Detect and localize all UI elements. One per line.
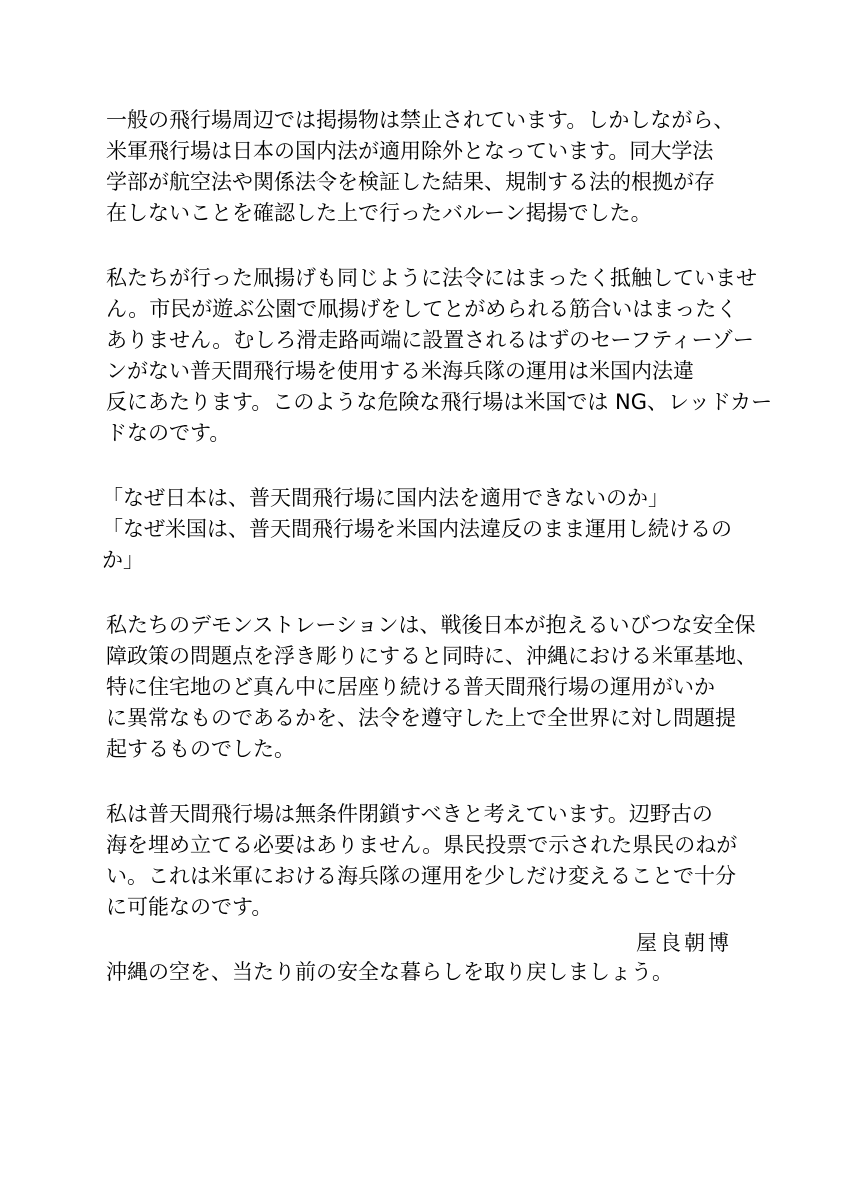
paragraph-questions xyxy=(102,483,746,576)
text-line: 「なぜ米国は、普天間飛行場を米国内法違反のまま運用し続けるの xyxy=(102,517,732,541)
text-line: ん。市民が遊ぶ公園で凧揚げをしてとがめられる筋合いはまったく xyxy=(106,297,738,321)
text-line: 在しないことを確認した上で行ったバルーン掲揚でした。 xyxy=(106,201,652,225)
text-line: に異常なものであるかを、法令を遵守した上で全世界に対し問題提 xyxy=(106,706,736,730)
paragraph-closing xyxy=(106,957,746,988)
text-line: 海を埋め立てる必要はありません。県民投票で示された県民のねが xyxy=(106,833,738,857)
text-line: 米軍飛行場は日本の国内法が適用除外となっています。同大学法 xyxy=(106,139,714,163)
paragraph-balloon xyxy=(106,105,746,229)
text-line: か」 xyxy=(102,548,144,572)
text-line: 私たちのデモンストレーションは、戦後日本が抱えるいびつな安全保 xyxy=(106,613,756,637)
paragraph-closure xyxy=(106,799,746,923)
text-line: ありません。むしろ滑走路両端に設置されるはずのセーフティーゾー xyxy=(106,328,754,352)
text-line: 私は普天間飛行場は無条件閉鎖すべきと考えています。辺野古の xyxy=(106,802,713,826)
text-line: 障政策の問題点を浮き彫りにすると同時に、沖縄における米軍基地、 xyxy=(106,644,757,668)
text-line: に可能なのです。 xyxy=(106,895,273,919)
text-line: 起するものでした。 xyxy=(106,737,295,761)
text-line: 反にあたります。このような危険な飛行場は米国では NG、レッドカー xyxy=(106,390,773,414)
text-line: 一般の飛行場周辺では掲揚物は禁止されています。しかしながら、 xyxy=(106,108,735,132)
paragraph-demonstration xyxy=(106,610,757,765)
text-line: い。これは米軍における海兵隊の運用を少しだけ変えることで十分 xyxy=(106,864,736,888)
letter-body xyxy=(102,105,773,1022)
paragraph-kite xyxy=(106,263,773,449)
text-line: 特に住宅地のど真ん中に居座り続ける普天間飛行場の運用がいか xyxy=(106,675,715,699)
text-line: 「なぜ日本は、普天間飛行場に国内法を適用できないのか」 xyxy=(102,486,669,510)
text-line: 沖縄の空を、当たり前の安全な暮らしを取り戻しましょう。 xyxy=(106,960,673,984)
text-line: 私たちが行った凧揚げも同じように法令にはまったく抵触していませ xyxy=(106,266,757,290)
author-signature: 屋良朝博 xyxy=(636,931,732,955)
text-line: ドなのです。 xyxy=(106,421,231,445)
text-line: 学部が航空法や関係法令を検証した結果、規制する法的根拠が存 xyxy=(106,170,715,194)
text-line: ンがない普天間飛行場を使用する米海兵隊の運用は米国内法違 xyxy=(106,359,694,383)
